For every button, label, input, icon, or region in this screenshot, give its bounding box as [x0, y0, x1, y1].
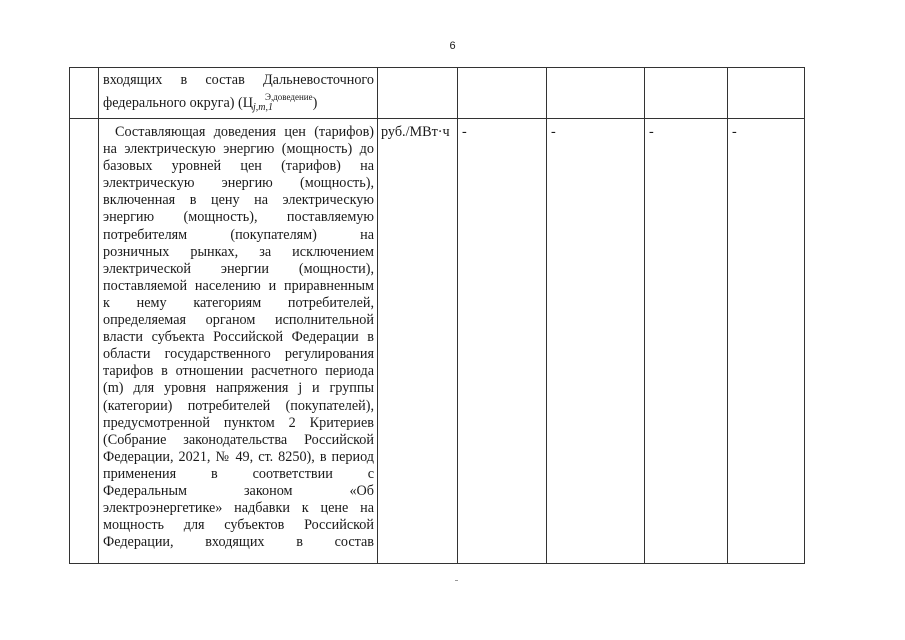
description-line: энергию (мощность), поставляемую — [103, 209, 374, 226]
tariff-table — [69, 67, 805, 564]
unit-cell — [378, 119, 458, 564]
description-line: (Собрание законодательства Российской — [103, 431, 374, 448]
description-line: электроэнергетике» надбавки к цене на — [103, 500, 374, 517]
description-line: электрической энергии (мощности), — [103, 260, 374, 277]
description-line: Федерации, 2021, № 49, ст. 8250), в период — [103, 448, 374, 465]
formula-superscript: Э,доведение — [265, 92, 313, 103]
unit-label: руб./МВт·ч — [381, 124, 450, 140]
description-line: Федеральным законом «Об — [103, 482, 374, 499]
description-line: (m) для уровня напряжения j и группы — [103, 380, 374, 397]
value-dash: - — [551, 124, 556, 140]
value-dash: - — [649, 124, 654, 140]
description-line: федерального округа) (Ц — [103, 95, 254, 112]
table-row — [70, 68, 805, 119]
row-number-cell — [70, 68, 99, 119]
description-line: мощность для субъектов Российской — [103, 517, 374, 534]
description-line: электрическую энергию (мощность), — [103, 175, 374, 192]
description-cell — [99, 68, 378, 119]
description-line: власти субъекта Российской Федерации в — [103, 329, 374, 346]
description-line: предусмотренной пунктом 2 Критериев — [103, 414, 374, 431]
row-number-cell — [70, 119, 99, 564]
description-line: входящих в состав Дальневосточного — [103, 72, 374, 88]
description-line: тарифов в отношении расчетного периода — [103, 363, 374, 380]
formula-subscript: j,m,1 — [253, 102, 274, 114]
table-row — [70, 119, 805, 564]
value-cell — [645, 119, 728, 564]
description-line: Составляющая доведения цен (тарифов) — [115, 124, 374, 140]
value-cell — [728, 119, 805, 564]
page-number: 6 — [449, 40, 456, 52]
description-line: применения в соответствии с — [103, 465, 374, 482]
description-line: (категории) потребителей (покупателей), — [103, 397, 374, 414]
formula-close: ) — [312, 95, 318, 112]
description-line: Федерации, входящих в состав — [103, 534, 374, 551]
description-line: на электрическую энергию (мощность) до — [103, 141, 374, 158]
value-dash: - — [732, 124, 737, 140]
description-line: определяемая органом исполнительной — [103, 312, 374, 329]
description-line: включенная в цену на электрическую — [103, 192, 374, 209]
unit-cell — [378, 68, 458, 119]
description-line: потребителям (покупателям) на — [103, 226, 374, 243]
description-line: базовых уровней цен (тарифов) на — [103, 158, 374, 175]
value-cell — [458, 119, 547, 564]
value-cell — [547, 68, 645, 119]
value-cell — [645, 68, 728, 119]
value-cell — [728, 68, 805, 119]
description-line: розничных рынках, за исключением — [103, 243, 374, 260]
value-dash: - — [462, 124, 467, 140]
description-cell — [99, 119, 378, 564]
value-cell — [547, 119, 645, 564]
description-text — [99, 119, 377, 551]
description-line: поставляемой населению и приравненным — [103, 277, 374, 294]
value-cell — [458, 68, 547, 119]
description-line: к нему категориям потребителей, — [103, 294, 374, 311]
description-line: области государственного регулирования — [103, 346, 374, 363]
formula-line — [103, 89, 374, 116]
scan-mark — [455, 580, 458, 581]
